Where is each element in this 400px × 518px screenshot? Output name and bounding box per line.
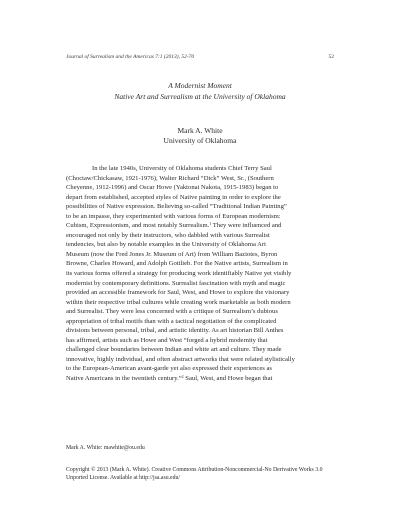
body-line: Museum (now the Fred Jones Jr. Museum of Art) from William Baziotes, Byron: [66, 250, 278, 258]
author-affiliation: University of Oklahoma: [163, 136, 237, 145]
body-line: Cheyenne, 1912-1996) and Oscar Howe (Yaktonai Nakota, 1915-1983) began to: [66, 184, 279, 192]
body-line: In the late 1940s, University of Oklahoma students Chief Terry Saul: [92, 165, 272, 172]
footnote-marker[interactable]: 1: [209, 221, 212, 227]
body-line: to the European-American avant-garde yet also expressed their experiences as: [66, 365, 272, 373]
body-line: depart from established, accepted styles of Native painting in order to explore the: [66, 193, 281, 201]
body-line-text: Saul, West, and Howe began that: [183, 375, 273, 383]
body-line: [66, 374, 334, 384]
footnote-marker[interactable]: 2: [181, 374, 184, 380]
body-line: divisions between personal, tribal, and artistic identity. As art historian Bill Anthes: [66, 327, 284, 335]
body-line: to be an impasse, they experimented with various forms of European modernism:: [66, 212, 281, 220]
title-line-1: A Modernist Moment: [168, 81, 232, 90]
body-line: within their respective tribal cultures while creating work marketable as both modern: [66, 298, 291, 306]
author-block: [50, 126, 350, 146]
author-email-note: Mark A. White: mawhite@ou.edu: [66, 445, 145, 451]
body-line: tendencies, but also by notable examples in the University of Oklahoma Art: [66, 241, 266, 249]
body-line: innovative, highly individual, and often abstract artworks that were related stylistically: [66, 355, 295, 363]
page-number: 52: [328, 54, 334, 60]
body-line-text: They were influenced and: [211, 222, 282, 230]
body-line-text: Cubism, Expressionism, and most notably Surrealism.: [66, 222, 210, 230]
body-line: Browne, Charles Howard, and Adolph Gottlieb. For the Native artists, Surrealism in: [66, 260, 288, 268]
body-line: its various forms offered a strategy for producing work identifiably Native yet visibly: [66, 270, 292, 278]
body-line: (Choctaw/Chickasaw, 1921-1976), Walter Richard “Dick” West, Sr., (Southern: [66, 174, 274, 182]
article-title: [50, 80, 350, 102]
body-line: possibilities of Native expression. Believing so-called “Traditional Indian Painting”: [66, 203, 287, 211]
copyright-notice: Copyright © 2013 (Mark A. White). Creative Commons Attribution-Noncommercial-No Derivative Works 3.0 Unported License. Available at http://jsa.asu.edu/: [66, 467, 323, 481]
body-line: appropriation of tribal motifs than with a tactical negotiation of the complicated: [66, 317, 277, 325]
body-line: provided an accessible framework for Saul, West, and Howe to explore the visionary: [66, 289, 290, 297]
body-line: and Surrealist. They were less concerned with a critique of Surrealism’s dubious: [66, 308, 278, 316]
body-line-text: Native Americans in the twentieth century.”: [66, 375, 182, 383]
journal-citation: Journal of Surrealism and the Americas 7:1 (2013), 52-70: [66, 54, 195, 60]
body-line: challenged clear boundaries between Indian and white art and culture. They made: [66, 346, 282, 354]
running-head: [66, 54, 334, 60]
body-line: encouraged not only by their instructors, who dabbled with various Surrealist: [66, 231, 270, 239]
body-line: modernist by contemporary definitions. Surrealist fascination with myth and magic: [66, 279, 286, 287]
body-line: has affirmed, artists such as Howe and West “forged a hybrid modernity that: [66, 336, 268, 344]
author-name: Mark A. White: [177, 126, 223, 135]
title-line-2: Native Art and Surrealism at the University of Oklahoma: [114, 92, 286, 101]
body-line: [66, 221, 334, 231]
body-paragraph: [66, 164, 334, 384]
